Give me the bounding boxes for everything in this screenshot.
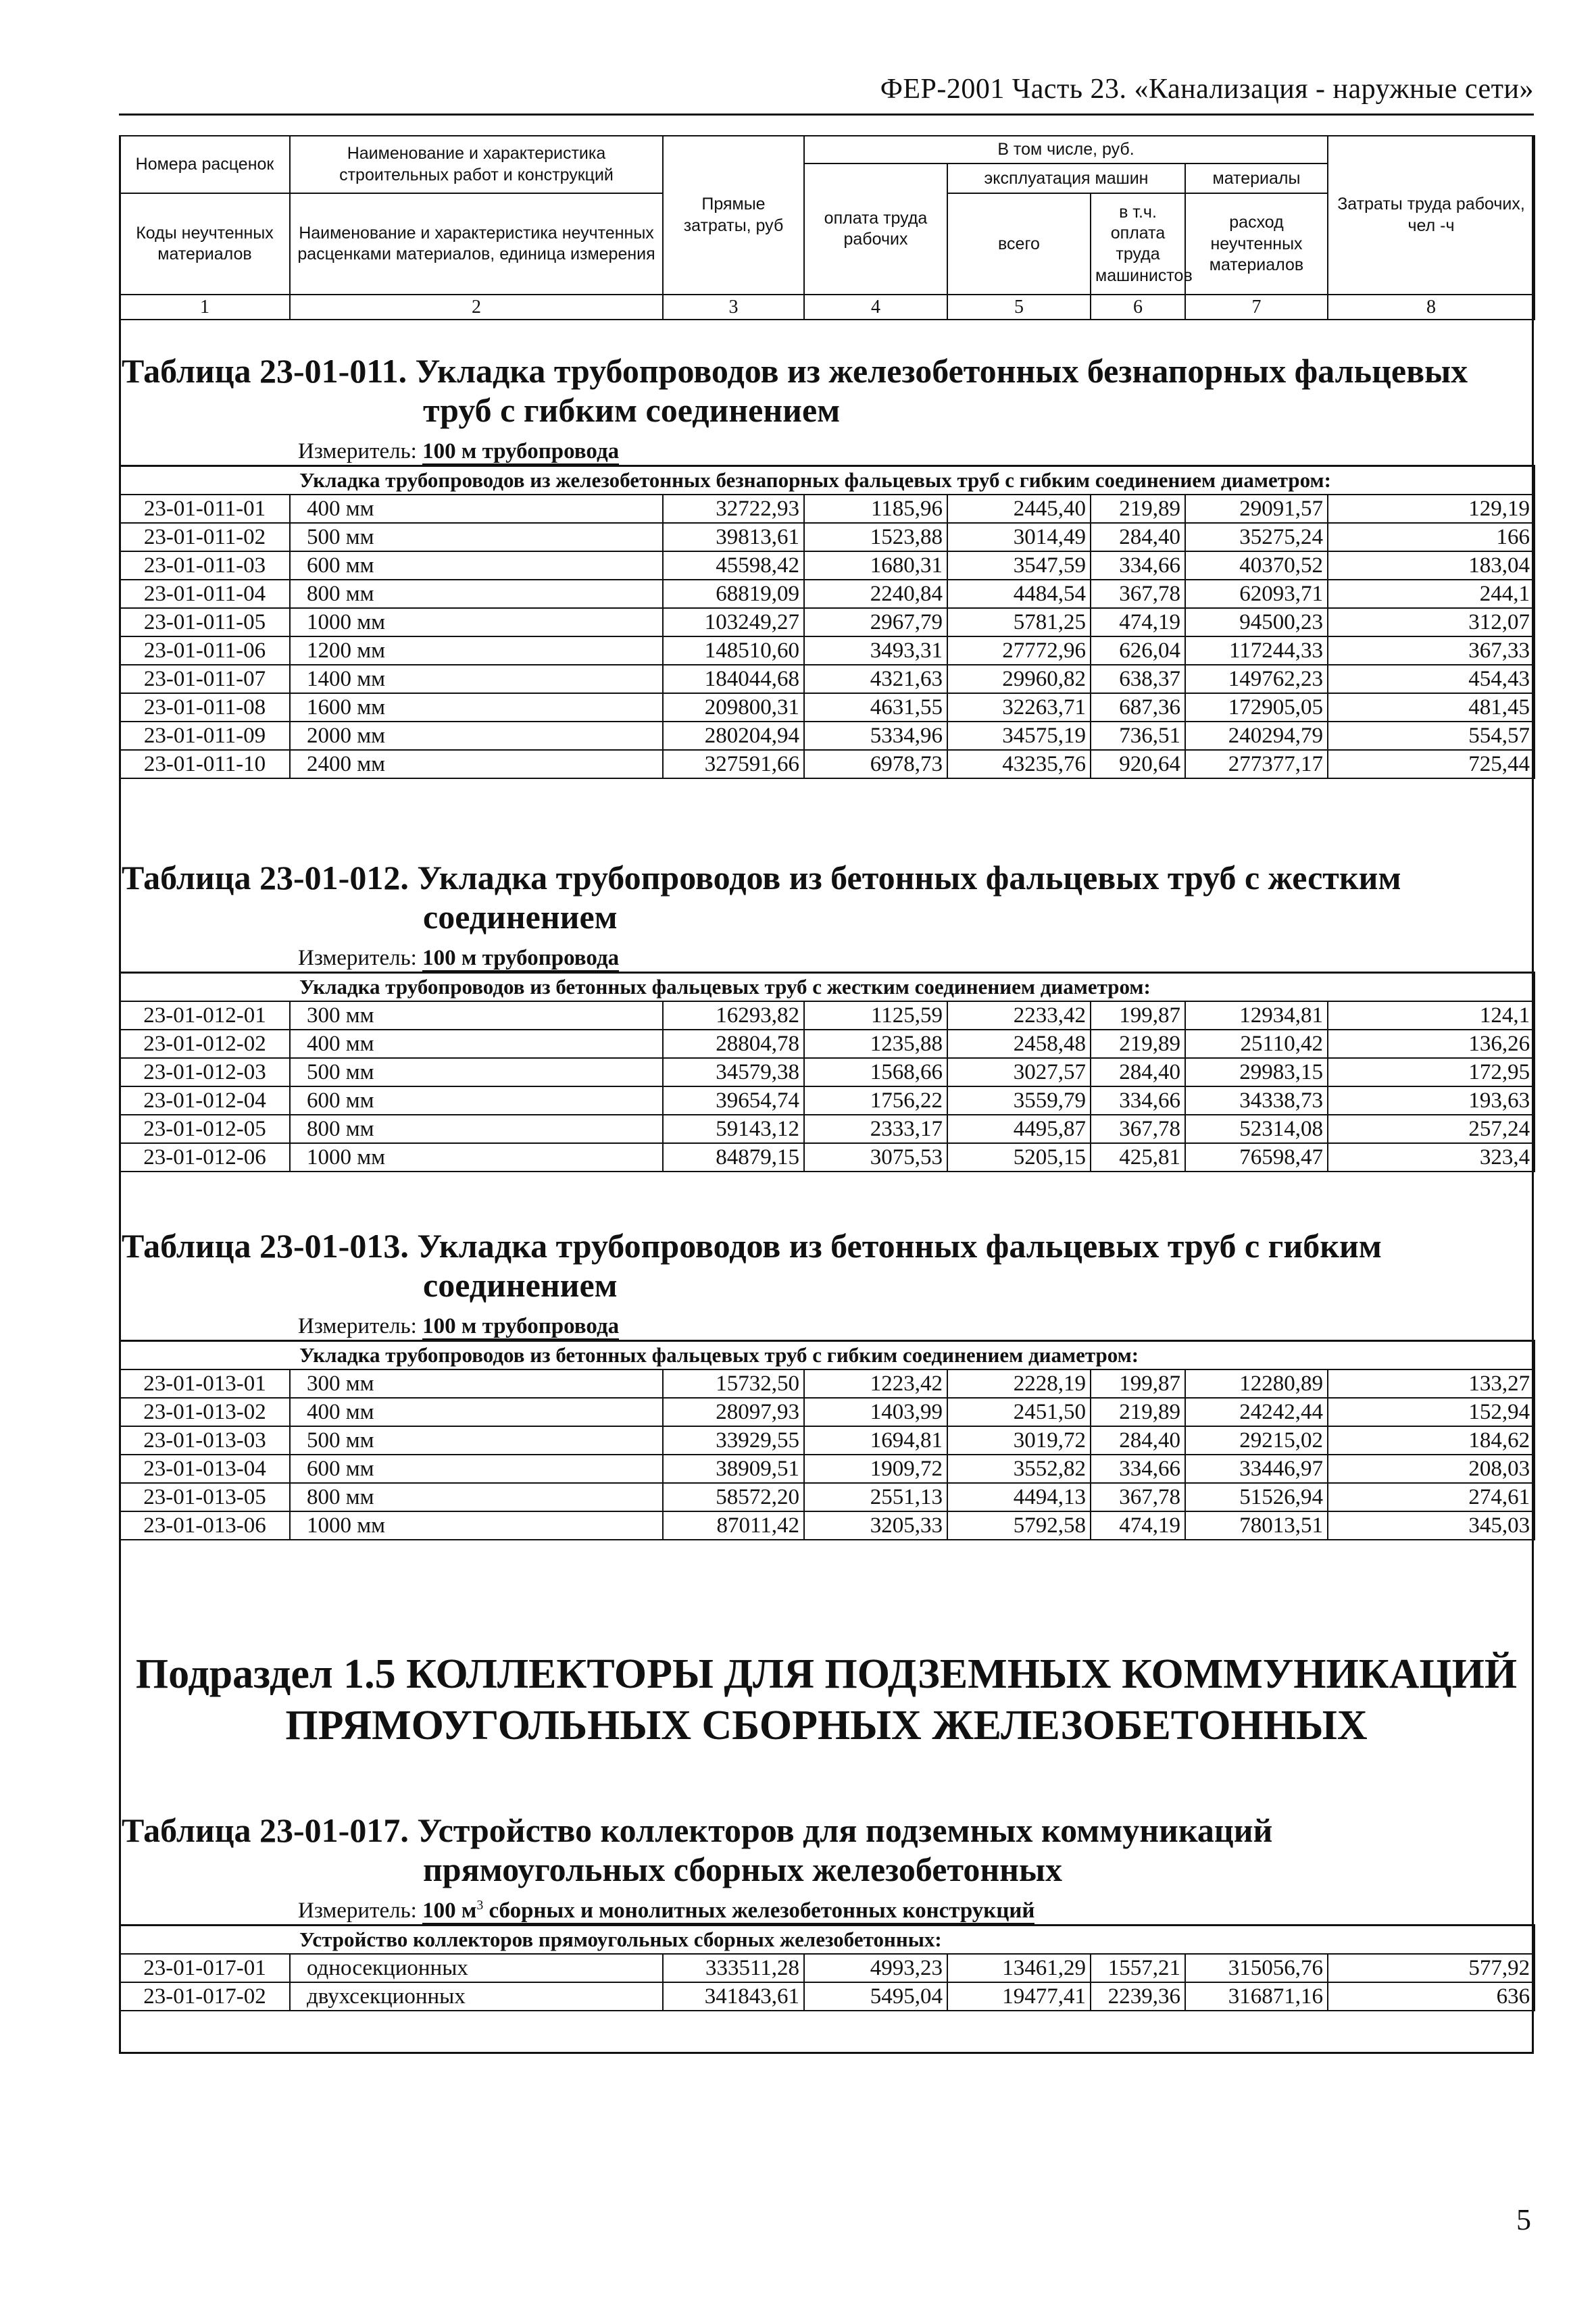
cost-value: 257,24 xyxy=(1328,1115,1535,1143)
cost-value: 32263,71 xyxy=(947,693,1091,722)
table-title-head: Таблица 23-01-013. Укладка трубопроводов из бетонных фальцевых труб с гибким xyxy=(122,1227,1382,1265)
cost-value: 1680,31 xyxy=(804,551,947,580)
cost-value: 474,19 xyxy=(1091,608,1185,636)
cost-value: 425,81 xyxy=(1091,1143,1185,1172)
cost-value: 184044,68 xyxy=(663,665,804,693)
cost-value: 87011,42 xyxy=(663,1511,804,1540)
cost-value: 62093,71 xyxy=(1185,580,1328,608)
subsection-line: Подраздел 1.5 КОЛЛЕКТОРЫ ДЛЯ ПОДЗЕМНЫХ КОММУНИКАЦИЙ xyxy=(135,1651,1518,1697)
item-name: 800 мм xyxy=(290,1115,663,1143)
cost-value: 367,78 xyxy=(1091,1115,1185,1143)
cost-value: 94500,23 xyxy=(1185,608,1328,636)
measure-superscript: 3 xyxy=(476,1898,484,1913)
measure-value xyxy=(422,1898,1034,1924)
item-name: 2000 мм xyxy=(290,722,663,750)
cost-value: 38909,51 xyxy=(663,1455,804,1483)
group-label: Укладка трубопроводов из бетонных фальцевых труб с гибким соединением диаметром: xyxy=(120,1341,1535,1370)
table-section xyxy=(119,1811,1534,2011)
table-row xyxy=(120,1143,1535,1172)
cost-value: 219,89 xyxy=(1091,1398,1185,1426)
measure-unit xyxy=(298,1897,1534,1924)
cost-value: 84879,15 xyxy=(663,1143,804,1172)
cost-value: 68819,09 xyxy=(663,580,804,608)
cost-value: 28804,78 xyxy=(663,1030,804,1058)
rate-code: 23-01-011-08 xyxy=(120,693,290,722)
cost-value: 687,36 xyxy=(1091,693,1185,722)
table-row xyxy=(120,495,1535,523)
item-name: 300 мм xyxy=(290,1369,663,1398)
table-title xyxy=(119,351,1534,430)
cost-value: 2551,13 xyxy=(804,1483,947,1511)
group-row xyxy=(120,466,1535,495)
rate-code: 23-01-013-04 xyxy=(120,1455,290,1483)
cost-value: 312,07 xyxy=(1328,608,1535,636)
cost-value: 219,89 xyxy=(1091,1030,1185,1058)
cost-value: 124,1 xyxy=(1328,1001,1535,1030)
rate-code: 23-01-017-01 xyxy=(120,1954,290,1982)
header-machines: эксплуатация машин xyxy=(947,164,1185,193)
table-title-rest: прямоугольных сборных железобетонных xyxy=(423,1851,1063,1888)
header-col3: Прямые затраты, руб xyxy=(663,136,804,295)
cost-value: 12934,81 xyxy=(1185,1001,1328,1030)
cost-value: 636 xyxy=(1328,1982,1535,2011)
rate-code: 23-01-012-04 xyxy=(120,1086,290,1115)
item-name: 600 мм xyxy=(290,1086,663,1115)
cost-value: 2233,42 xyxy=(947,1001,1091,1030)
rate-code: 23-01-011-10 xyxy=(120,750,290,778)
cost-value: 367,33 xyxy=(1328,636,1535,665)
rate-code: 23-01-013-02 xyxy=(120,1398,290,1426)
item-name: 600 мм xyxy=(290,551,663,580)
cost-value: 29983,15 xyxy=(1185,1058,1328,1086)
rate-code: 23-01-011-01 xyxy=(120,495,290,523)
group-row xyxy=(120,1341,1535,1370)
table-row xyxy=(120,1115,1535,1143)
cost-value: 166 xyxy=(1328,523,1535,551)
cost-value: 454,43 xyxy=(1328,665,1535,693)
cost-value: 284,40 xyxy=(1091,1058,1185,1086)
cost-value: 333511,28 xyxy=(663,1954,804,1982)
header-rule xyxy=(119,114,1534,116)
cost-value: 34579,38 xyxy=(663,1058,804,1086)
cost-value: 35275,24 xyxy=(1185,523,1328,551)
measure-unit xyxy=(298,1313,1534,1340)
cost-value: 3559,79 xyxy=(947,1086,1091,1115)
cost-value: 2228,19 xyxy=(947,1369,1091,1398)
cost-value: 1185,96 xyxy=(804,495,947,523)
table-row xyxy=(120,1001,1535,1030)
cost-value: 244,1 xyxy=(1328,580,1535,608)
cost-value: 277377,17 xyxy=(1185,750,1328,778)
table-row xyxy=(120,523,1535,551)
cost-value: 367,78 xyxy=(1091,1483,1185,1511)
cost-value: 2451,50 xyxy=(947,1398,1091,1426)
cost-value: 284,40 xyxy=(1091,1426,1185,1455)
cost-value: 199,87 xyxy=(1091,1001,1185,1030)
table-row xyxy=(120,750,1535,778)
cost-value: 136,26 xyxy=(1328,1030,1535,1058)
cost-value: 481,45 xyxy=(1328,693,1535,722)
table-title xyxy=(119,1226,1534,1305)
header-number: 8 xyxy=(1328,295,1535,320)
item-name: 1400 мм xyxy=(290,665,663,693)
rates-table xyxy=(119,465,1535,779)
cost-value: 16293,82 xyxy=(663,1001,804,1030)
cost-value: 5495,04 xyxy=(804,1982,947,2011)
rate-code: 23-01-011-07 xyxy=(120,665,290,693)
table-row xyxy=(120,1058,1535,1086)
table-row xyxy=(120,608,1535,636)
table-row xyxy=(120,693,1535,722)
measure-unit xyxy=(298,438,1534,465)
cost-value: 28097,93 xyxy=(663,1398,804,1426)
group-row xyxy=(120,973,1535,1002)
cost-value: 193,63 xyxy=(1328,1086,1535,1115)
item-name: 500 мм xyxy=(290,1058,663,1086)
item-name: 400 мм xyxy=(290,1030,663,1058)
cost-value: 184,62 xyxy=(1328,1426,1535,1455)
group-row xyxy=(120,1926,1535,1955)
table-title-rest: соединением xyxy=(423,898,618,936)
cost-value: 1523,88 xyxy=(804,523,947,551)
table-row xyxy=(120,1954,1535,1982)
item-name: 2400 мм xyxy=(290,750,663,778)
header-number: 2 xyxy=(290,295,663,320)
cost-value: 103249,27 xyxy=(663,608,804,636)
cost-value: 172905,05 xyxy=(1185,693,1328,722)
cost-value: 6978,73 xyxy=(804,750,947,778)
rate-code: 23-01-011-06 xyxy=(120,636,290,665)
table-title-rest: соединением xyxy=(423,1266,618,1304)
cost-value: 152,94 xyxy=(1328,1398,1535,1426)
cost-value: 13461,29 xyxy=(947,1954,1091,1982)
measure-label: Измеритель: xyxy=(298,439,417,463)
measure-tail: сборных и монолитных железобетонных конструкций xyxy=(483,1898,1035,1923)
column-header-table xyxy=(119,135,1535,320)
cost-value: 15732,50 xyxy=(663,1369,804,1398)
page-number: 5 xyxy=(1516,2203,1531,2236)
table-row xyxy=(120,1982,1535,2011)
cost-value: 4484,54 xyxy=(947,580,1091,608)
cost-value: 3027,57 xyxy=(947,1058,1091,1086)
cost-value: 315056,76 xyxy=(1185,1954,1328,1982)
cost-value: 638,37 xyxy=(1091,665,1185,693)
cost-value: 39654,74 xyxy=(663,1086,804,1115)
cost-value: 78013,51 xyxy=(1185,1511,1328,1540)
cost-value: 33446,97 xyxy=(1185,1455,1328,1483)
table-row xyxy=(120,1426,1535,1455)
rate-code: 23-01-011-02 xyxy=(120,523,290,551)
cost-value: 334,66 xyxy=(1091,551,1185,580)
cost-value: 3552,82 xyxy=(947,1455,1091,1483)
item-name: односекционных xyxy=(290,1954,663,1982)
cost-value: 474,19 xyxy=(1091,1511,1185,1540)
cost-value: 4495,87 xyxy=(947,1115,1091,1143)
table-title-head: Таблица 23-01-012. Укладка трубопроводов из бетонных фальцевых труб с жестким xyxy=(122,859,1401,897)
rate-code: 23-01-012-03 xyxy=(120,1058,290,1086)
rate-code: 23-01-012-06 xyxy=(120,1143,290,1172)
cost-value: 2967,79 xyxy=(804,608,947,636)
subsection-title xyxy=(119,1649,1534,1751)
cost-value: 208,03 xyxy=(1328,1455,1535,1483)
cost-value: 199,87 xyxy=(1091,1369,1185,1398)
rate-code: 23-01-011-04 xyxy=(120,580,290,608)
cost-value: 183,04 xyxy=(1328,551,1535,580)
cost-value: 284,40 xyxy=(1091,523,1185,551)
cost-value: 32722,93 xyxy=(663,495,804,523)
cost-value: 274,61 xyxy=(1328,1483,1535,1511)
item-name: 1000 мм xyxy=(290,608,663,636)
cost-value: 4494,13 xyxy=(947,1483,1091,1511)
table-title xyxy=(119,1811,1534,1889)
table-section xyxy=(119,1226,1534,1540)
cost-value: 40370,52 xyxy=(1185,551,1328,580)
header-number: 5 xyxy=(947,295,1091,320)
table-row xyxy=(120,1369,1535,1398)
item-name: 600 мм xyxy=(290,1455,663,1483)
cost-value: 129,19 xyxy=(1328,495,1535,523)
cost-value: 327591,66 xyxy=(663,750,804,778)
cost-value: 280204,94 xyxy=(663,722,804,750)
rates-table xyxy=(119,972,1535,1172)
table-section xyxy=(119,858,1534,1172)
table-row xyxy=(120,1398,1535,1426)
cost-value: 920,64 xyxy=(1091,750,1185,778)
cost-value: 148510,60 xyxy=(663,636,804,665)
header-col2: Наименование и характеристика строительных работ и конструкций xyxy=(290,136,663,193)
cost-value: 2333,17 xyxy=(804,1115,947,1143)
cost-value: 1403,99 xyxy=(804,1398,947,1426)
cost-value: 29215,02 xyxy=(1185,1426,1328,1455)
cost-value: 341843,61 xyxy=(663,1982,804,2011)
item-name: 400 мм xyxy=(290,495,663,523)
cost-value: 43235,76 xyxy=(947,750,1091,778)
subsection-line: ПРЯМОУГОЛЬНЫХ СБОРНЫХ ЖЕЛЕЗОБЕТОННЫХ xyxy=(285,1703,1368,1749)
header-number: 6 xyxy=(1091,295,1185,320)
cost-value: 34575,19 xyxy=(947,722,1091,750)
item-name: 800 мм xyxy=(290,580,663,608)
item-name: 1600 мм xyxy=(290,693,663,722)
cost-value: 1909,72 xyxy=(804,1455,947,1483)
rate-code: 23-01-013-06 xyxy=(120,1511,290,1540)
group-label: Укладка трубопроводов из железобетонных безнапорных фальцевых труб с гибким соединением диаметром: xyxy=(120,466,1535,495)
table-row xyxy=(120,580,1535,608)
header-number: 3 xyxy=(663,295,804,320)
cost-value: 1694,81 xyxy=(804,1426,947,1455)
header-number: 7 xyxy=(1185,295,1328,320)
cost-value: 5781,25 xyxy=(947,608,1091,636)
cost-value: 29960,82 xyxy=(947,665,1091,693)
rate-code: 23-01-011-09 xyxy=(120,722,290,750)
table-row xyxy=(120,1455,1535,1483)
cost-value: 3493,31 xyxy=(804,636,947,665)
cost-value: 316871,16 xyxy=(1185,1982,1328,2011)
cost-value: 3019,72 xyxy=(947,1426,1091,1455)
cost-value: 19477,41 xyxy=(947,1982,1091,2011)
cost-value: 76598,47 xyxy=(1185,1143,1328,1172)
measure-value-text: 100 м трубопровода xyxy=(422,439,620,463)
cost-value: 34338,73 xyxy=(1185,1086,1328,1115)
table-title xyxy=(119,858,1534,936)
header-col7: расход неучтенных материалов xyxy=(1185,193,1328,295)
header-col4: оплата труда рабочих xyxy=(804,164,947,295)
rate-code: 23-01-013-01 xyxy=(120,1369,290,1398)
cost-value: 3014,49 xyxy=(947,523,1091,551)
measure-label: Измеритель: xyxy=(298,1898,417,1923)
cost-value: 626,04 xyxy=(1091,636,1185,665)
cost-value: 58572,20 xyxy=(663,1483,804,1511)
cost-value: 5334,96 xyxy=(804,722,947,750)
cost-value: 4321,63 xyxy=(804,665,947,693)
cost-value: 51526,94 xyxy=(1185,1483,1328,1511)
cost-value: 209800,31 xyxy=(663,693,804,722)
table-row xyxy=(120,1030,1535,1058)
group-label: Укладка трубопроводов из бетонных фальцевых труб с жестким соединением диаметром: xyxy=(120,973,1535,1002)
rate-code: 23-01-011-03 xyxy=(120,551,290,580)
rate-code: 23-01-017-02 xyxy=(120,1982,290,2011)
item-name: 1000 мм xyxy=(290,1143,663,1172)
item-name: 1200 мм xyxy=(290,636,663,665)
cost-value: 59143,12 xyxy=(663,1115,804,1143)
cost-value: 323,4 xyxy=(1328,1143,1535,1172)
header-col2-sub: Наименование и характеристика неучтенных расценками материалов, единица измерения xyxy=(290,193,663,295)
rate-code: 23-01-012-02 xyxy=(120,1030,290,1058)
measure-value-text: 100 м трубопровода xyxy=(422,946,620,970)
measure-value xyxy=(422,946,619,972)
header-number: 1 xyxy=(120,295,290,320)
header-col8: Затраты труда рабочих, чел -ч xyxy=(1328,136,1535,295)
cost-value: 3075,53 xyxy=(804,1143,947,1172)
cost-value: 1223,42 xyxy=(804,1369,947,1398)
cost-value: 1756,22 xyxy=(804,1086,947,1115)
measure-label: Измеритель: xyxy=(298,1314,417,1338)
header-in-that-number: В том числе, руб. xyxy=(804,136,1328,164)
table-title-head: Таблица 23-01-017. Устройство коллекторов для подземных коммуникаций xyxy=(122,1811,1273,1849)
table-row xyxy=(120,636,1535,665)
table-title-head: Таблица 23-01-011. Укладка трубопроводов из железобетонных безнапорных фальцевых xyxy=(122,352,1468,390)
cost-value: 1557,21 xyxy=(1091,1954,1185,1982)
measure-unit xyxy=(298,945,1534,972)
rate-code: 23-01-012-01 xyxy=(120,1001,290,1030)
cost-value: 4993,23 xyxy=(804,1954,947,1982)
cost-value: 577,92 xyxy=(1328,1954,1535,1982)
cost-value: 219,89 xyxy=(1091,495,1185,523)
item-name: двухсекционных xyxy=(290,1982,663,2011)
table-title-rest: труб с гибким соединением xyxy=(423,391,841,429)
item-name: 1000 мм xyxy=(290,1511,663,1540)
table-row xyxy=(120,1483,1535,1511)
measure-label: Измеритель: xyxy=(298,946,417,970)
rate-code: 23-01-013-05 xyxy=(120,1483,290,1511)
cost-value: 2240,84 xyxy=(804,580,947,608)
measure-value-text: 100 м трубопровода xyxy=(422,1314,620,1338)
cost-value: 3205,33 xyxy=(804,1511,947,1540)
table-row xyxy=(120,722,1535,750)
rate-code: 23-01-013-03 xyxy=(120,1426,290,1455)
cost-value: 725,44 xyxy=(1328,750,1535,778)
rates-table xyxy=(119,1924,1535,2011)
cost-value: 1125,59 xyxy=(804,1001,947,1030)
header-col1: Номера расценок xyxy=(120,136,290,193)
rate-code: 23-01-011-05 xyxy=(120,608,290,636)
cost-value: 367,78 xyxy=(1091,580,1185,608)
cost-value: 12280,89 xyxy=(1185,1369,1328,1398)
cost-value: 3547,59 xyxy=(947,551,1091,580)
running-header: ФЕР-2001 Часть 23. «Канализация - наружные сети» xyxy=(880,74,1534,105)
cost-value: 52314,08 xyxy=(1185,1115,1328,1143)
cost-value: 5792,58 xyxy=(947,1511,1091,1540)
item-name: 800 мм xyxy=(290,1483,663,1511)
cost-value: 1568,66 xyxy=(804,1058,947,1086)
table-row xyxy=(120,1086,1535,1115)
item-name: 400 мм xyxy=(290,1398,663,1426)
cost-value: 1235,88 xyxy=(804,1030,947,1058)
group-label: Устройство коллекторов прямоугольных сборных железобетонных: xyxy=(120,1926,1535,1955)
item-name: 500 мм xyxy=(290,1426,663,1455)
measure-value xyxy=(422,439,619,465)
cost-value: 117244,33 xyxy=(1185,636,1328,665)
cost-value: 2458,48 xyxy=(947,1030,1091,1058)
rates-table xyxy=(119,1340,1535,1540)
header-materials: материалы xyxy=(1185,164,1328,193)
table-row xyxy=(120,1511,1535,1540)
header-col6: в т.ч. оплата труда машинистов xyxy=(1091,193,1185,295)
cost-value: 345,03 xyxy=(1328,1511,1535,1540)
cost-value: 2239,36 xyxy=(1091,1982,1185,2011)
rate-code: 23-01-012-05 xyxy=(120,1115,290,1143)
cost-value: 39813,61 xyxy=(663,523,804,551)
cost-value: 554,57 xyxy=(1328,722,1535,750)
cost-value: 149762,23 xyxy=(1185,665,1328,693)
table-section xyxy=(119,351,1534,779)
item-name: 300 мм xyxy=(290,1001,663,1030)
cost-value: 4631,55 xyxy=(804,693,947,722)
cost-value: 133,27 xyxy=(1328,1369,1535,1398)
cost-value: 29091,57 xyxy=(1185,495,1328,523)
cost-value: 45598,42 xyxy=(663,551,804,580)
header-number: 4 xyxy=(804,295,947,320)
item-name: 500 мм xyxy=(290,523,663,551)
table-row xyxy=(120,551,1535,580)
cost-value: 2445,40 xyxy=(947,495,1091,523)
measure-value-text: 100 м xyxy=(422,1898,477,1923)
cost-value: 736,51 xyxy=(1091,722,1185,750)
cost-value: 240294,79 xyxy=(1185,722,1328,750)
cost-value: 24242,44 xyxy=(1185,1398,1328,1426)
cost-value: 334,66 xyxy=(1091,1086,1185,1115)
cost-value: 172,95 xyxy=(1328,1058,1535,1086)
header-col1-sub: Коды неучтенных материалов xyxy=(120,193,290,295)
cost-value: 27772,96 xyxy=(947,636,1091,665)
cost-value: 334,66 xyxy=(1091,1455,1185,1483)
cost-value: 5205,15 xyxy=(947,1143,1091,1172)
measure-value xyxy=(422,1314,619,1340)
cost-value: 33929,55 xyxy=(663,1426,804,1455)
cost-value: 25110,42 xyxy=(1185,1030,1328,1058)
table-row xyxy=(120,665,1535,693)
header-col5: всего xyxy=(947,193,1091,295)
